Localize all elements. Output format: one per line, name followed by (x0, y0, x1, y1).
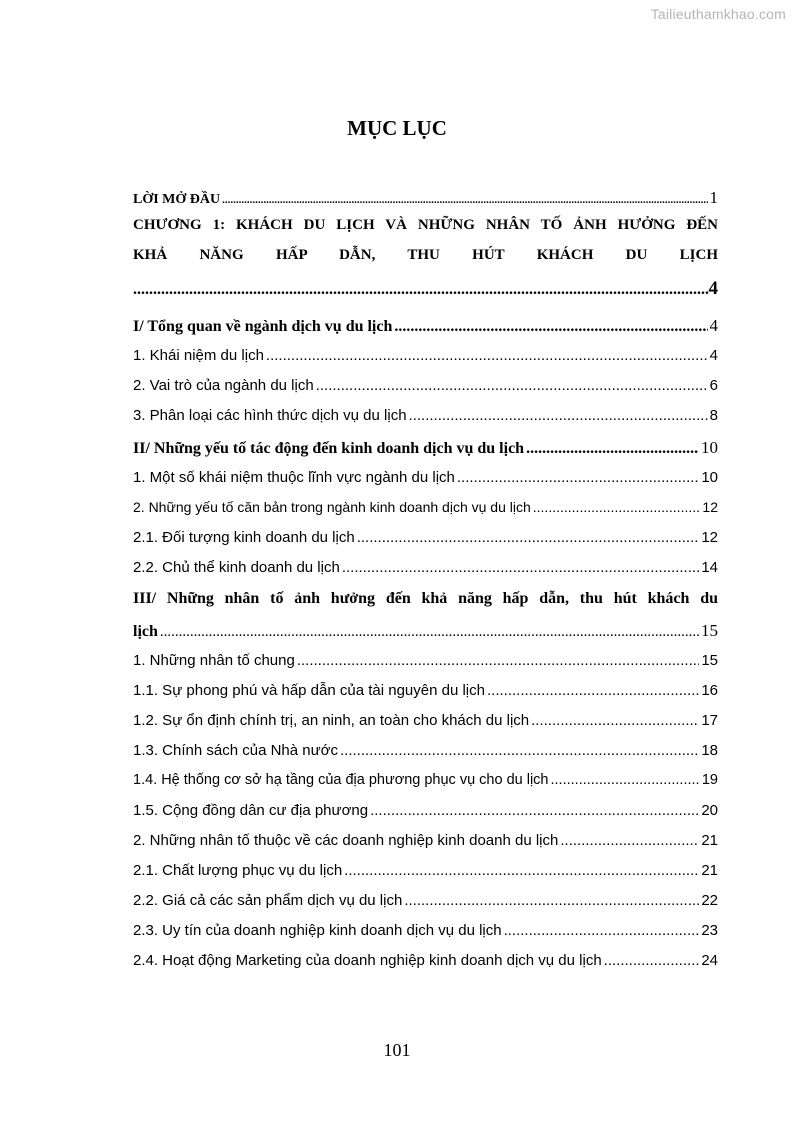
toc-entry (133, 862, 718, 879)
toc-entry (133, 682, 718, 699)
toc-entry (133, 832, 718, 849)
dot-leader (342, 559, 699, 576)
section-3-heading-text-1: III/ Những nhân tố ảnh hưởng đến khả năng hấp dẫn, thu hút khách du (133, 590, 718, 607)
toc-entry (133, 712, 718, 729)
toc-entry-page: 19 (701, 772, 718, 788)
toc-entry-page: 8 (709, 407, 718, 424)
toc-entry-label: 2.4. Hoạt động Marketing của doanh nghiệp kinh doanh dịch vụ du lịch (133, 952, 602, 969)
chapter-1-heading-line-2 (133, 247, 718, 264)
dot-leader (370, 802, 699, 819)
toc-entry-label: 2.2. Giá cả các sản phẩm dịch vụ du lịch (133, 892, 403, 909)
dot-leader (551, 772, 700, 788)
toc-entry-page: 12 (701, 529, 718, 546)
dot-leader (344, 862, 699, 879)
toc-entry (133, 772, 718, 788)
toc-entry-label: LỜI MỞ ĐẦU (133, 192, 221, 207)
toc-entry-label: 2.1. Đối tượng kinh doanh du lịch (133, 529, 355, 546)
toc-entry-label: lịch (133, 623, 158, 640)
toc-entry (133, 892, 718, 909)
dot-leader (222, 194, 707, 206)
toc-entry-label: 1.5. Cộng đồng dân cư địa phương (133, 802, 369, 819)
dot-leader (394, 318, 707, 336)
dot-leader (457, 469, 699, 486)
toc-entry-label: II/ Những yếu tố tác động đến kinh doanh dịch vụ du lịch (133, 440, 525, 457)
toc-entry-label: 2.3. Uy tín của doanh nghiệp kinh doanh dịch vụ du lịch (133, 922, 502, 939)
toc-entry-label: 1.2. Sự ổn định chính trị, an ninh, an toàn cho khách du lịch (133, 712, 530, 729)
dot-leader (340, 742, 699, 759)
toc-entry-page: 14 (701, 559, 718, 576)
toc-entry-page: 21 (701, 862, 718, 879)
toc-entry (133, 499, 718, 515)
toc-entry (133, 652, 718, 669)
section-3-heading-line-1 (133, 590, 718, 608)
toc-entry-page: 4 (709, 316, 718, 335)
toc-entry-label: 2.2. Chủ thể kinh doanh du lịch (133, 559, 340, 576)
dot-leader (404, 892, 699, 909)
toc-entry-label: I/ Tổng quan về ngành dịch vụ du lịch (133, 318, 393, 335)
toc-entry-page: 24 (701, 952, 718, 969)
dot-leader (526, 440, 699, 458)
toc-entry (133, 377, 718, 394)
toc-entry-label: 1.1. Sự phong phú và hấp dẫn của tài nguyên du lịch (133, 682, 485, 699)
toc-entry-section-3 (133, 621, 718, 641)
dot-leader (531, 712, 699, 729)
toc-entry-label: 2.1. Chất lượng phục vụ du lịch (133, 862, 343, 879)
toc-entry-label: 1. Những nhân tố chung (133, 652, 295, 669)
toc-entry-label: 1. Khái niệm du lịch (133, 347, 264, 364)
toc-entry (133, 802, 718, 819)
dot-leader (133, 281, 709, 299)
chapter-1-heading-text-1: CHƯƠNG 1: KHÁCH DU LỊCH VÀ NHỮNG NHÂN TỐ ẢNH HƯỞNG ĐẾN (133, 217, 718, 233)
toc-entry-label: 1. Một số khái niệm thuộc lĩnh vực ngành du lịch (133, 469, 455, 486)
toc-entry-page: 10 (701, 469, 718, 486)
toc-entry-intro (133, 188, 718, 208)
toc-entry-page: 16 (701, 682, 718, 699)
toc-entry-page: 15 (701, 621, 718, 640)
dot-leader (533, 499, 701, 515)
chapter-1-heading-line-1 (133, 217, 718, 234)
dot-leader (316, 377, 708, 394)
page-title: MỤC LỤC (347, 116, 447, 140)
toc-entry-page: 20 (701, 802, 718, 819)
toc-entry (133, 559, 718, 576)
dot-leader (409, 407, 708, 424)
toc-entry (133, 469, 718, 486)
toc-entry-label: 3. Phân loại các hình thức dịch vụ du lịch (133, 407, 407, 424)
page-number: 101 (383, 1040, 411, 1060)
toc-entry-label: 1.3. Chính sách của Nhà nước (133, 742, 338, 759)
dot-leader (297, 652, 699, 669)
toc-entry-label: 1.4. Hệ thống cơ sở hạ tầng của địa phương phục vụ cho du lịch (133, 772, 549, 788)
toc-entry-page: 10 (701, 438, 718, 457)
toc-entry-section-2 (133, 438, 718, 458)
toc-entry (133, 347, 718, 364)
toc-entry-page: 23 (701, 922, 718, 939)
dot-leader (357, 529, 700, 546)
chapter-1-page-line (133, 278, 718, 300)
toc-entry-section-1 (133, 316, 718, 336)
dot-leader (604, 952, 700, 969)
toc-entry (133, 742, 718, 759)
dot-leader (266, 347, 708, 364)
dot-leader (560, 832, 699, 849)
dot-leader (160, 624, 699, 641)
toc-entry (133, 529, 718, 546)
watermark: Tailieuthamkhao.com (650, 6, 786, 22)
chapter-1-heading-text-2: KHẢ NĂNG HẤP DẪN, THU HÚT KHÁCH DU LỊCH (133, 247, 718, 263)
toc-entry-page: 1 (709, 188, 718, 207)
toc-entry-page: 4 (708, 278, 718, 299)
toc-entry-page: 4 (709, 347, 718, 364)
toc-entry-page: 22 (701, 892, 718, 909)
toc-entry-label: 2. Những yếu tố căn bản trong ngành kinh doanh dịch vụ du lịch (133, 499, 531, 515)
dot-leader (487, 682, 699, 699)
toc-entry (133, 952, 718, 969)
toc-entry-page: 6 (709, 377, 718, 394)
toc-entry (133, 407, 718, 424)
toc-entry-page: 12 (702, 499, 718, 515)
dot-leader (504, 922, 700, 939)
toc-entry-page: 17 (701, 712, 718, 729)
toc-entry-label: 2. Vai trò của ngành du lịch (133, 377, 314, 394)
toc-entry-label: 2. Những nhân tố thuộc về các doanh nghiệp kinh doanh du lịch (133, 832, 559, 849)
toc-entry-page: 21 (701, 832, 718, 849)
toc-entry-page: 18 (701, 742, 718, 759)
toc-entry (133, 922, 718, 939)
toc-entry-page: 15 (701, 652, 718, 669)
